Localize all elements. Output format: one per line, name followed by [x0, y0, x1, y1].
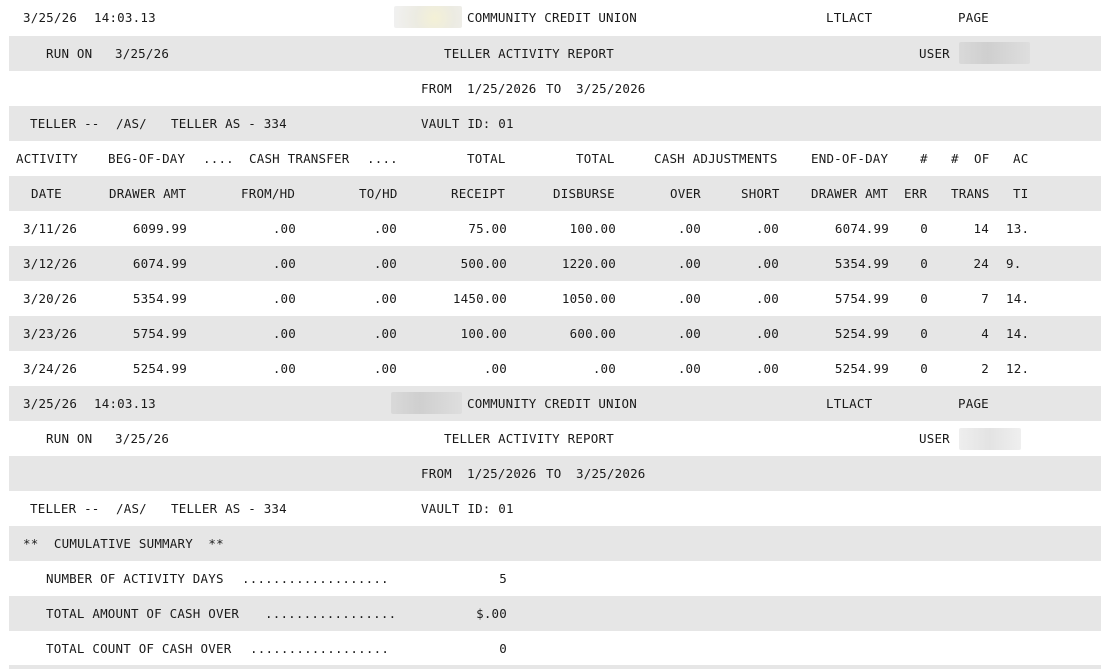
row-from-hd: .00: [272, 291, 296, 306]
row-ac: 14.: [1006, 326, 1030, 341]
summary-label: TOTAL COUNT OF CASH OVER: [46, 641, 232, 656]
run-on-line: [9, 421, 1101, 456]
report-time: 14:03.13: [94, 10, 156, 25]
row-to-hd: .00: [373, 291, 397, 306]
row-ac: 12.: [1006, 361, 1030, 376]
col-cash-adjustments: CASH ADJUSTMENTS: [654, 151, 778, 166]
run-on-date: 3/25/26: [115, 46, 170, 61]
row-receipt: 100.00: [460, 326, 507, 341]
row-ac: 14.: [1006, 291, 1030, 306]
row-to-hd: .00: [373, 361, 397, 376]
row-err: 0: [920, 221, 928, 236]
summary-title-line: [9, 526, 1101, 561]
col-activity: ACTIVITY: [16, 151, 78, 166]
page-header-line: [9, 386, 1101, 421]
row-end-drawer: 6074.99: [834, 221, 889, 236]
row-date: 3/12/26: [23, 256, 78, 271]
run-on-label: RUN ON: [46, 46, 93, 61]
summary-dots: ...................: [242, 571, 389, 586]
run-on-label: RUN ON: [46, 431, 93, 446]
row-date: 3/24/26: [23, 361, 78, 376]
col-num-trans: #: [951, 151, 959, 166]
row-end-drawer: 5254.99: [834, 326, 889, 341]
row-short: .00: [755, 326, 779, 341]
row-ac: 13.: [1006, 221, 1030, 236]
col-cash-transfer: CASH TRANSFER: [249, 151, 350, 166]
row-end-drawer: 5354.99: [834, 256, 889, 271]
row-disburse: 1220.00: [561, 256, 616, 271]
summary-item: [9, 596, 1101, 631]
row-from-hd: .00: [272, 256, 296, 271]
user-redaction: [959, 42, 1030, 64]
summary-label: NUMBER OF ACTIVITY DAYS: [46, 571, 224, 586]
row-receipt: 1450.00: [452, 291, 507, 306]
page-label: PAGE: [958, 10, 989, 25]
column-header-row-2: [9, 176, 1101, 211]
table-row: [9, 211, 1101, 246]
row-err: 0: [920, 291, 928, 306]
summary-value: 0: [499, 641, 507, 656]
col-drawer-amt-end: DRAWER AMT: [811, 186, 889, 201]
vault-id: VAULT ID: 01: [421, 501, 514, 516]
page-bottom-band: [9, 665, 1101, 669]
teller-line: [9, 106, 1101, 141]
row-to-hd: .00: [373, 326, 397, 341]
row-disburse: .00: [592, 361, 616, 376]
teller-label: TELLER --: [30, 501, 100, 516]
row-beg-drawer: 6099.99: [132, 221, 187, 236]
report-code: LTLACT: [826, 396, 873, 411]
row-beg-drawer: 5254.99: [132, 361, 187, 376]
from-date: 1/25/2026: [467, 81, 537, 96]
row-over: .00: [677, 221, 701, 236]
from-date: 1/25/2026: [467, 466, 537, 481]
row-ac: 9.: [1006, 256, 1022, 271]
teller-name: TELLER AS - 334: [171, 116, 287, 131]
col-total-disburse: TOTAL: [576, 151, 615, 166]
report-title: TELLER ACTIVITY REPORT: [444, 46, 614, 61]
credit-union-name: COMMUNITY CREDIT UNION: [467, 10, 637, 25]
row-beg-drawer: 5354.99: [132, 291, 187, 306]
row-receipt: 500.00: [460, 256, 507, 271]
row-date: 3/20/26: [23, 291, 78, 306]
row-receipt: 75.00: [468, 221, 507, 236]
row-trans: 24: [973, 256, 989, 271]
summary-value: $.00: [476, 606, 507, 621]
row-beg-drawer: 5754.99: [132, 326, 187, 341]
summary-dots: .................: [265, 606, 397, 621]
row-end-drawer: 5754.99: [834, 291, 889, 306]
row-end-drawer: 5254.99: [834, 361, 889, 376]
summary-value: 5: [499, 571, 507, 586]
row-err: 0: [920, 326, 928, 341]
summary-label: TOTAL AMOUNT OF CASH OVER: [46, 606, 240, 621]
row-from-hd: .00: [272, 326, 296, 341]
row-short: .00: [755, 256, 779, 271]
col-trans: TRANS: [951, 186, 990, 201]
teller-code: /AS/: [116, 116, 147, 131]
row-disburse: 100.00: [569, 221, 616, 236]
from-label: FROM: [421, 466, 452, 481]
row-from-hd: .00: [272, 221, 296, 236]
col-ac: AC: [1013, 151, 1029, 166]
col-receipt: RECEIPT: [451, 186, 506, 201]
summary-item: [9, 561, 1101, 596]
user-redaction: [959, 428, 1021, 450]
to-label: TO: [546, 466, 562, 481]
report-time: 14:03.13: [94, 396, 156, 411]
user-label: USER: [919, 431, 950, 446]
summary-title: ** CUMULATIVE SUMMARY **: [23, 536, 224, 551]
col-date: DATE: [31, 186, 62, 201]
table-row: [9, 351, 1101, 386]
col-over: OVER: [670, 186, 701, 201]
credit-union-logo: [391, 392, 462, 414]
row-over: .00: [677, 326, 701, 341]
to-label: TO: [546, 81, 562, 96]
user-label: USER: [919, 46, 950, 61]
row-over: .00: [677, 256, 701, 271]
vault-id: VAULT ID: 01: [421, 116, 514, 131]
report-date: 3/25/26: [23, 396, 78, 411]
col-num-err: #: [920, 151, 928, 166]
col-ti: TI: [1013, 186, 1029, 201]
col-beg-of-day: BEG-OF-DAY: [108, 151, 186, 166]
date-range-line: [9, 71, 1101, 106]
to-date: 3/25/2026: [576, 81, 646, 96]
to-date: 3/25/2026: [576, 466, 646, 481]
page-header-line: [0, 0, 1101, 35]
teller-label: TELLER --: [30, 116, 100, 131]
credit-union-logo: [394, 6, 462, 28]
teller-code: /AS/: [116, 501, 147, 516]
row-date: 3/11/26: [23, 221, 78, 236]
page-label: PAGE: [958, 396, 989, 411]
col-from-hd: FROM/HD: [241, 186, 296, 201]
row-to-hd: .00: [373, 256, 397, 271]
row-disburse: 1050.00: [561, 291, 616, 306]
row-trans: 7: [981, 291, 989, 306]
row-receipt: .00: [483, 361, 507, 376]
summary-item: [9, 631, 1101, 666]
summary-dots: ..................: [250, 641, 390, 656]
report-title: TELLER ACTIVITY REPORT: [444, 431, 614, 446]
table-row: [9, 246, 1101, 281]
row-over: .00: [677, 361, 701, 376]
credit-union-name: COMMUNITY CREDIT UNION: [467, 396, 637, 411]
col-total-receipt: TOTAL: [467, 151, 506, 166]
row-short: .00: [755, 291, 779, 306]
row-short: .00: [755, 221, 779, 236]
row-err: 0: [920, 361, 928, 376]
report-code: LTLACT: [826, 10, 873, 25]
col-dots-left: ....: [203, 151, 234, 166]
row-trans: 14: [973, 221, 989, 236]
col-to-hd: TO/HD: [359, 186, 398, 201]
teller-name: TELLER AS - 334: [171, 501, 287, 516]
row-trans: 4: [981, 326, 989, 341]
col-dots-right: ....: [367, 151, 398, 166]
row-err: 0: [920, 256, 928, 271]
row-disburse: 600.00: [569, 326, 616, 341]
row-short: .00: [755, 361, 779, 376]
run-on-line: [9, 36, 1101, 71]
run-on-date: 3/25/26: [115, 431, 170, 446]
teller-line: [9, 491, 1101, 526]
from-label: FROM: [421, 81, 452, 96]
row-over: .00: [677, 291, 701, 306]
col-disburse: DISBURSE: [553, 186, 615, 201]
row-from-hd: .00: [272, 361, 296, 376]
row-beg-drawer: 6074.99: [132, 256, 187, 271]
report-date: 3/25/26: [23, 10, 78, 25]
table-row: [9, 316, 1101, 351]
row-to-hd: .00: [373, 221, 397, 236]
date-range-line: [9, 456, 1101, 491]
column-header-row-1: [0, 141, 1101, 176]
col-drawer-amt-beg: DRAWER AMT: [109, 186, 187, 201]
row-date: 3/23/26: [23, 326, 78, 341]
table-row: [9, 281, 1101, 316]
col-err: ERR: [904, 186, 928, 201]
col-short: SHORT: [741, 186, 780, 201]
col-end-of-day: END-OF-DAY: [811, 151, 889, 166]
row-trans: 2: [981, 361, 989, 376]
col-of: OF: [974, 151, 990, 166]
